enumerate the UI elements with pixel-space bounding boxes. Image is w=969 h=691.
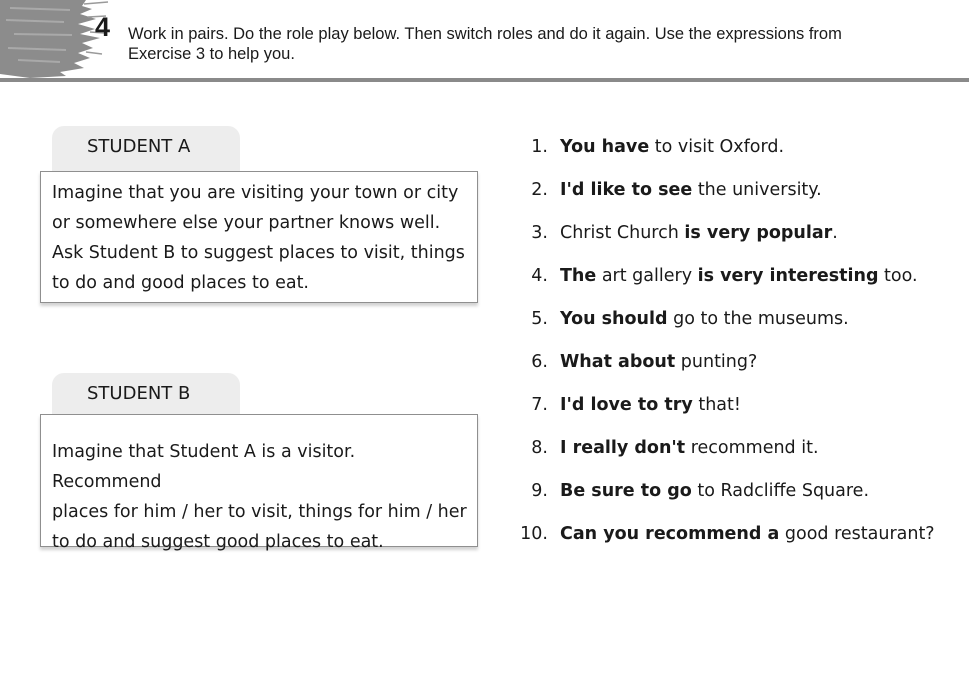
brush-stroke-decoration xyxy=(0,0,110,80)
item-text: punting? xyxy=(675,352,758,372)
item-text: . xyxy=(832,223,838,243)
instruction-line-2: Exercise 3 to help you. xyxy=(128,45,295,63)
item-number: 9. xyxy=(531,481,548,501)
item-text: art gallery xyxy=(596,266,698,286)
student-a-text xyxy=(52,178,469,298)
list-item xyxy=(514,517,935,560)
item-bold: Be sure to go xyxy=(560,481,692,501)
item-text: to Radcliffe Square. xyxy=(691,481,870,501)
item-bold: What about xyxy=(560,352,676,372)
list-item xyxy=(514,302,935,345)
item-text: recommend it. xyxy=(685,438,819,458)
item-text: go to the museums. xyxy=(667,309,849,329)
list-item xyxy=(514,173,935,216)
item-bold: I'd love to try xyxy=(560,395,693,415)
item-text: Christ Church xyxy=(560,223,685,243)
instruction-line-1: Work in pairs. Do the role play below. Then switch roles and do it again. Use the expressions from xyxy=(128,25,842,43)
student-a-label: STUDENT A xyxy=(87,136,191,157)
student-b-tab xyxy=(52,373,240,419)
list-item xyxy=(514,216,935,259)
item-bold: is very interesting xyxy=(697,266,879,286)
student-b-card xyxy=(40,414,478,552)
item-number: 3. xyxy=(531,223,548,243)
item-bold: The xyxy=(560,266,597,286)
student-b-line-1: Imagine that Student A is a visitor. Recommend xyxy=(52,442,356,492)
list-item xyxy=(514,259,935,302)
student-b-line-3: to do and suggest good places to eat. xyxy=(52,532,384,552)
item-bold: You should xyxy=(560,309,668,329)
item-bold: is very popular xyxy=(684,223,833,243)
item-number: 5. xyxy=(531,309,548,329)
item-text: the university. xyxy=(692,180,822,200)
list-item xyxy=(514,130,935,173)
item-number: 10. xyxy=(520,524,548,544)
list-item xyxy=(514,388,935,431)
item-text: good restaurant? xyxy=(779,524,935,544)
item-number: 4. xyxy=(531,266,548,286)
item-bold: You have xyxy=(560,137,650,157)
item-number: 7. xyxy=(531,395,548,415)
item-number: 2. xyxy=(531,180,548,200)
header-divider xyxy=(0,78,969,82)
item-number: 6. xyxy=(531,352,548,372)
list-item xyxy=(514,345,935,388)
item-number: 8. xyxy=(531,438,548,458)
student-b-line-2: places for him / her to visit, things for him / her xyxy=(52,502,467,522)
list-item xyxy=(514,431,935,474)
exercise-number: 4 xyxy=(95,12,111,42)
student-b-label: STUDENT B xyxy=(87,383,191,404)
expressions-list xyxy=(514,130,935,560)
item-text: too. xyxy=(878,266,918,286)
student-a-line-4: to do and good places to eat. xyxy=(52,273,309,293)
item-bold: I really don't xyxy=(560,438,686,458)
item-number: 1. xyxy=(531,137,548,157)
item-bold: Can you recommend a xyxy=(560,524,780,544)
item-bold: I'd like to see xyxy=(560,180,693,200)
list-item xyxy=(514,474,935,517)
student-a-line-2: or somewhere else your partner knows well. xyxy=(52,213,441,233)
student-a-card xyxy=(40,171,478,303)
item-text: to visit Oxford. xyxy=(649,137,785,157)
exercise-instruction xyxy=(128,24,948,64)
student-a-line-3: Ask Student B to suggest places to visit, things xyxy=(52,243,465,263)
student-b-text xyxy=(52,437,469,557)
student-a-line-1: Imagine that you are visiting your town or city xyxy=(52,183,459,203)
student-a-tab xyxy=(52,126,240,172)
item-text: that! xyxy=(692,395,741,415)
